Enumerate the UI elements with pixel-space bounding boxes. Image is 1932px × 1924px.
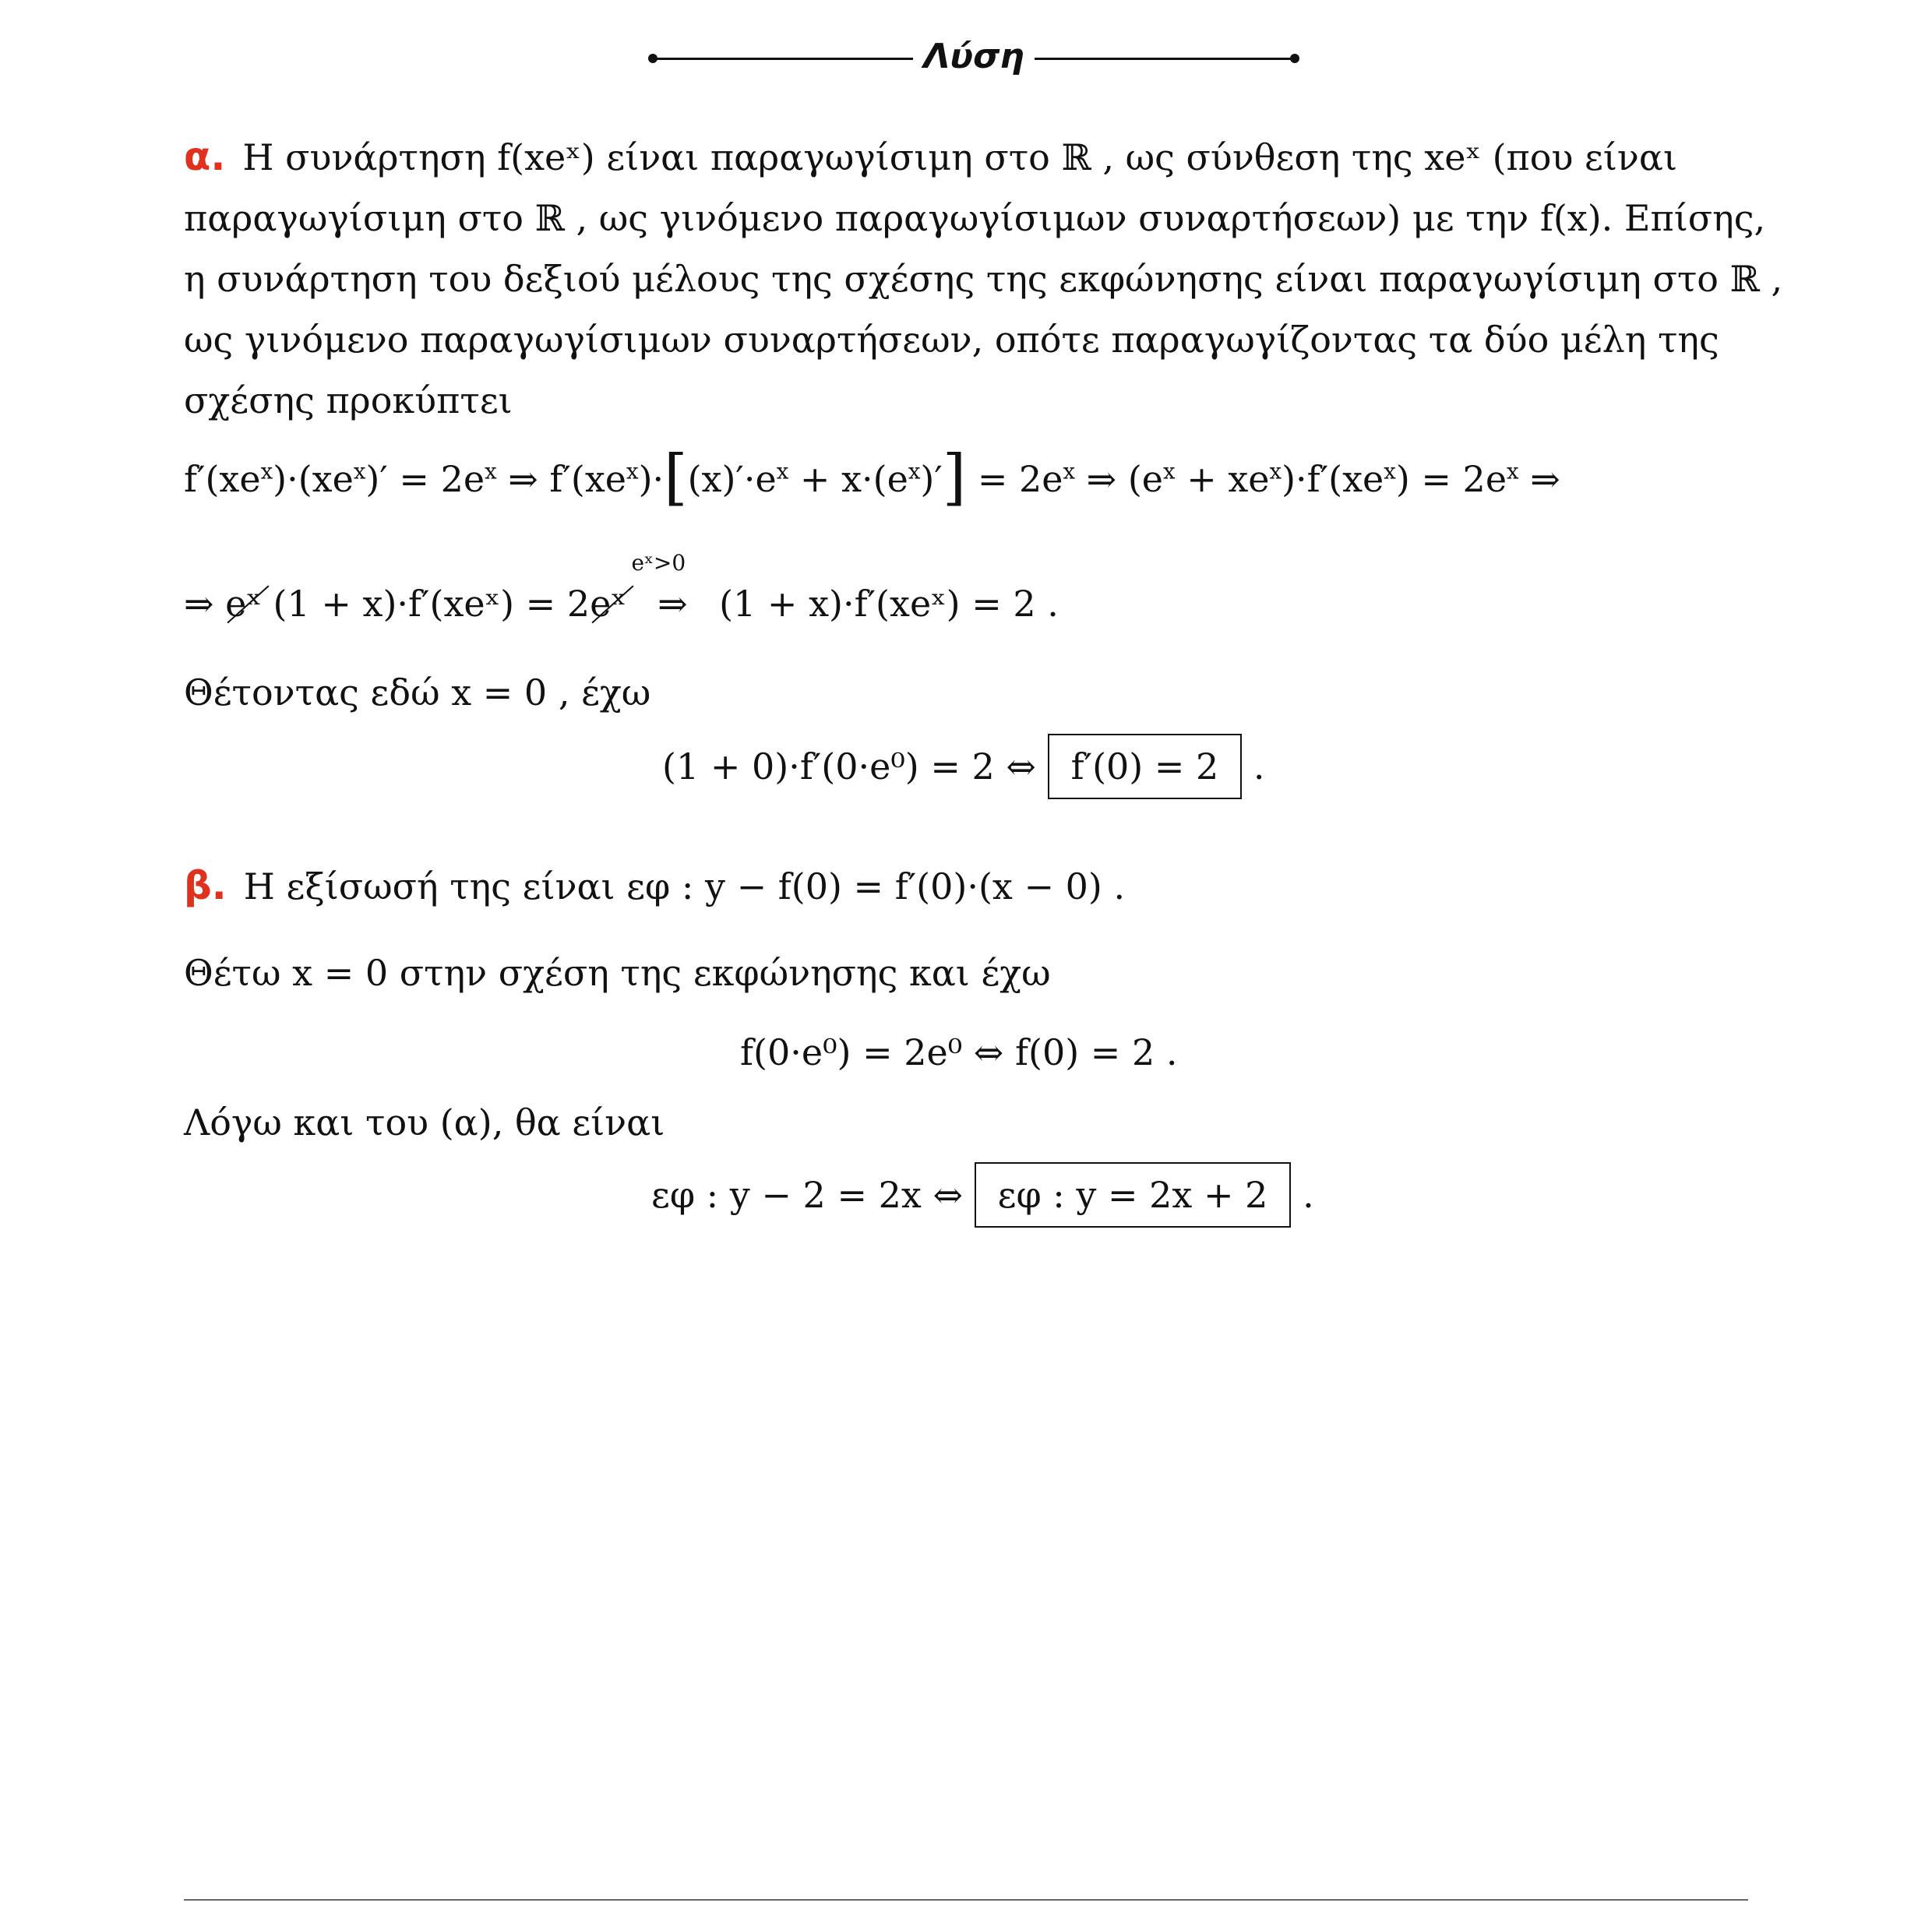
footer-rule [184,1899,1748,1901]
eq1-sup: x [1384,458,1396,485]
eq1-sup: x [626,458,639,485]
part-a-line-5: σχέσης προκύπτει [184,379,513,421]
result-f-prime [662,734,1265,799]
eq1-part: )·f′(xe [1282,458,1384,500]
derivative-equation-1 [184,442,1560,513]
eq1-part: )· [638,458,665,500]
eq2-middle: (1 + x)·f′(xeˣ) = 2 [273,583,591,625]
eq1-part: (x)′·e [687,458,777,500]
part-b-line-3: Λόγω και του (α), θα είναι [184,1101,665,1143]
eq2-result: (1 + x)·f′(xeˣ) = 2 . [719,583,1059,625]
part-b-line-2: Θέτω x = 0 στην σχέση της εκφώνησης και έχω [184,952,1051,994]
part-b-line-1 [184,855,1125,917]
eq1-part: ) = 2e [1395,458,1507,500]
eq1-part: f′(xe [184,458,261,500]
part-a-text [184,126,1783,431]
part-a-line-1 [184,126,1757,188]
part-a-line-1-text: Η συνάρτηση f(xeˣ) είναι παραγωγίσιμη στο ℝ , ως σύνθεση της xeˣ (που είναι [242,136,1677,178]
eq1-sup: x [1063,458,1076,485]
derivative-equation-2 [184,550,1059,634]
arrow-condition: eˣ>0 [631,550,686,576]
eq1-part: )·(xe [273,458,354,500]
solution-header [0,30,1932,84]
eq1-part: ⇒ [1518,458,1560,500]
eq1-sup: x [485,458,497,485]
tangent-equation [651,1162,1314,1228]
boxed-result: f′(0) = 2 [1048,734,1243,799]
eq1-sup: x [353,458,366,485]
part-b-line-1-text: Η εξίσωσή της είναι εφ : y − f(0) = f′(0)·(x − 0) . [243,865,1126,907]
header-dot-right [1290,54,1299,63]
conditional-arrow [631,550,707,634]
cancelled-term: eˣ [225,573,262,634]
arrow-symbol: ⇒ [658,583,688,625]
eq1-part: ⇒ f′(xe [496,458,627,500]
eq1-part: + x·(e [788,458,908,500]
f0-equation: f(0·e⁰) = 2e⁰ ⇔ f(0) = 2 . [740,1031,1178,1073]
header-title: Λύση [923,37,1024,76]
part-a-line-3: η συνάρτηση του δεξιού μέλους της σχέσης της εκφώνησης είναι παραγωγίσιμη στο ℝ , [184,258,1783,300]
part-b-label: β. [184,863,227,908]
header-rule-left [653,58,913,60]
cancelled-term: eˣ [590,573,626,634]
eq1-sup: x [260,458,273,485]
eq1-bracket-open: [ [664,442,688,513]
eq1-bracket-close: ] [942,442,967,513]
header-rule-right [1035,58,1295,60]
eq1-sup: x [1507,458,1519,485]
tangent-left: εφ : y − 2 = 2x ⇔ [651,1174,963,1216]
eq3-left: (1 + 0)·f′(0·e⁰) = 2 ⇔ [662,745,1036,788]
eq2-implies: ⇒ [184,583,226,625]
eq1-part: )′ = 2e [365,458,485,500]
eq1-part: = 2e [966,458,1063,500]
eq1-part: )′ [920,458,943,500]
eq1-sup: x [1269,458,1282,485]
eq3-period: . [1253,745,1265,788]
eq1-sup: x [1163,458,1176,485]
tangent-period: . [1303,1174,1314,1216]
setting-x-text: Θέτοντας εδώ x = 0 , έχω [184,671,651,714]
part-a-line-2: παραγωγίσιμη στο ℝ , ως γινόμενο παραγωγίσιμων συναρτήσεων) με την f(x). Επίσης, [184,197,1766,239]
boxed-tangent: εφ : y = 2x + 2 [975,1162,1292,1228]
part-a-label: α. [184,134,226,179]
part-a-line-4: ως γινόμενο παραγωγίσιμων συναρτήσεων, οπότε παραγωγίζοντας τα δύο μέλη της [184,319,1719,361]
eq1-part: ⇒ (e [1075,458,1164,500]
eq1-sup: x [908,458,921,485]
eq1-sup: x [776,458,789,485]
eq1-part: + xe [1175,458,1270,500]
